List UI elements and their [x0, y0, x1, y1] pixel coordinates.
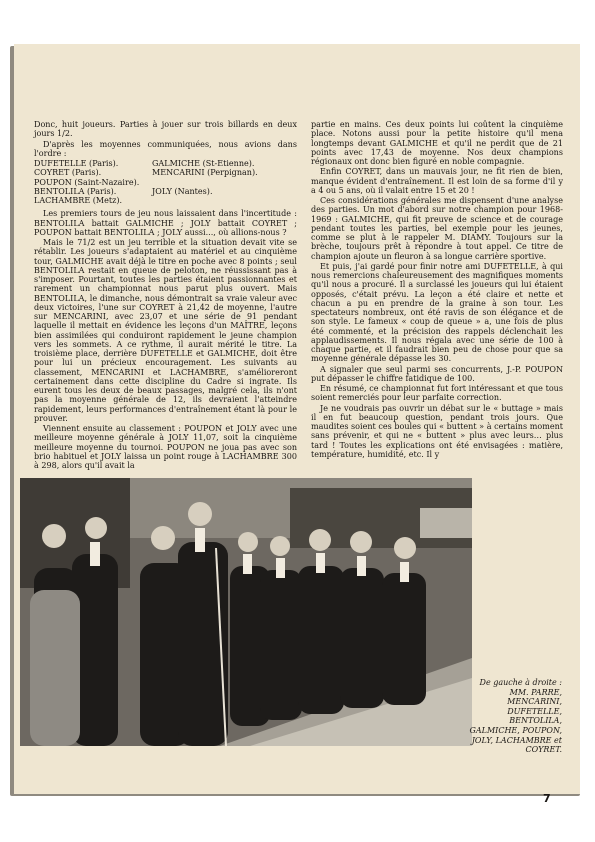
paragraph: Donc, huit joueurs. Parties à jouer sur trois billards en deux jours 1/2. — [34, 120, 297, 139]
player-entry: JOLY (Nantes). — [152, 186, 213, 196]
player-entry — [152, 196, 297, 205]
player-entry: DUFETELLE (Paris). — [34, 159, 119, 168]
paragraph: Ces considérations générales me dispensent d'une analyse des parties. Un mot d'abord sur notre champion pour 1968-1969 : GALMICHE, qui fit preuve de science et de courage pendant toutes les parties, bel exemple pour les jeunes, comme se plut à le rappeler M. DIAMY. Toujours sur la brèche, toujours prêt à répondre à tout appel. Ce titre de champion ajoute un fleuron à sa longue carrière sportive. — [311, 196, 563, 261]
magazine-page — [14, 44, 580, 805]
photo-caption: De gauche à droite : MM. PARRE, MENCARINI, DUFETELLE, BENTOLILA, GALMICHE, POUPON, JOLY, LACHAMBRE et COYRET. — [469, 678, 562, 755]
paragraph: partie en mains. Ces deux points lui coûtent la cinquième place. Notons aussi pour la petite histoire qu'il mena longtemps devant GALMICHE et qu'il ne perdit que de 21 points avec 17,43 de moyenne. Nos deux champions régionaux ont donc bien figuré en noble compagnie. — [311, 120, 563, 166]
paragraph: Et puis, j'ai gardé pour finir notre ami DUFETELLE, à qui nous remercions chaleureusement des magnifiques moments qu'il nous a procuré. Il a surclassé les joueurs qui lui étaient opposés, c'était prévu. La leçon a été claire et nette et chacun a pu en prendre de la graine à son tour. Les spectateurs nombreux, ont été ravis de son élégance et de son style. Le fameux « coup de queue » a, une fois de plus été commenté, et la précision des rappels déclenchait les applaudissements. Il nous régala avec une série de 100 à chaque partie, et il faudrait bien peu de chose pour que sa moyenne générale dépasse les 30. — [311, 261, 563, 364]
paragraph: Enfin COYRET, dans un mauvais jour, ne fit rien de bien, manque évident d'entraînement. Il est loin de sa forme d'il y a 4 ou 5 ans, où il valait entre 15 et 20 ! — [311, 167, 563, 195]
paragraph: A signaler que seul parmi ses concurrents, J.-P. POUPON put dépasser le chiffre fatidique de 100. — [311, 364, 563, 383]
player-entry: GALMICHE (St-Etienne). — [152, 159, 255, 168]
left-text-column — [34, 120, 297, 471]
paragraph: En résumé, ce championnat fut fort intéressant et que tous soient remerciés pour leur parfaite correction. — [311, 384, 563, 403]
player-entry: POUPON (Saint-Nazaire). — [34, 177, 140, 187]
photo-illustration — [20, 478, 472, 746]
player-entry: MENCARINI (Perpignan). — [152, 168, 258, 178]
player-entry: COYRET (Paris). — [34, 168, 102, 178]
group-photo — [20, 478, 472, 746]
paragraph: Je ne voudrais pas ouvrir un débat sur le « buttage » mais il en fut beaucoup question, pendant trois jours. Que maudites soient ces boules qui « buttent » à certains moment sans prévenir, et qui ne « buttent » plus avec leurs… plus tard ! Toutes les explications ont été envisagées : matière, température, humidité, etc. Il y — [311, 403, 563, 459]
paragraph: Viennent ensuite au classement : POUPON et JOLY avec une meilleure moyenne générale à JOLY 11,07, soit la cinquième meilleure moyenne du tournoi. POUPON ne joua pas avec son brio habituel et JOLY laissa un point rouge à LACHAMBRE 300 à 298, alors qu'il avait la — [34, 424, 297, 470]
page-number: 7 — [543, 792, 551, 805]
player-list — [34, 159, 297, 205]
paragraph: Les premiers tours de jeu nous laissaient dans l'incertitude : BENTOLILA battait GALMICHE ; JOLY battait COYRET ; POUPON battait BENTOLILA ; JOLY aussi..., où allions-nous ? — [34, 209, 297, 237]
paragraph: Mais le 71/2 est un jeu terrible et la situation devait vite se rétablir. Les joueurs s'adaptaient au matériel et au cinquième tour, GALMICHE avait déjà le titre en poche avec 8 points ; seul BENTOLILA restait en queue de peloton, ne réussissant pas à s'imposer. Pourtant, toutes les parties étaient passionnantes et rarement un championnat nous parut plus ouvert. Mais BENTOLILA, le dimanche, nous démontrait sa vraie valeur avec deux victoires, l'une sur COYRET à 21,42 de moyenne, l'autre sur MENCARINI, avec 23,07 et une série de 91 pendant laquelle il mettait en évidence les leçons d'un MAÎTRE, leçons bien assimilées qui conduiront rapidement le jeune champion vers les sommets. A ce rythme, il aurait mérité le titre. La troisième place, derrière DUFETELLE et GALMICHE, doit être pour lui un précieux encouragement. Les suivants au classement, MENCARINI et LACHAMBRE, s'amélioreront certainement dans cette discipline du Cadre si ingrate. Ils eurent tous les deux de beaux passages, malgré cela, ils n'ont pas la moyenne générale de 12, ils devraient l'atteindre rapidement, leurs performances d'entraînement étant là pour le prouver. — [34, 238, 297, 423]
right-text-column — [311, 120, 563, 460]
player-entry — [152, 178, 297, 187]
player-entry: BENTOLILA (Paris). — [34, 186, 117, 196]
player-entry: LACHAMBRE (Metz). — [34, 196, 123, 205]
paragraph: D'après les moyennes communiquées, nous avions dans l'ordre : — [34, 139, 297, 158]
